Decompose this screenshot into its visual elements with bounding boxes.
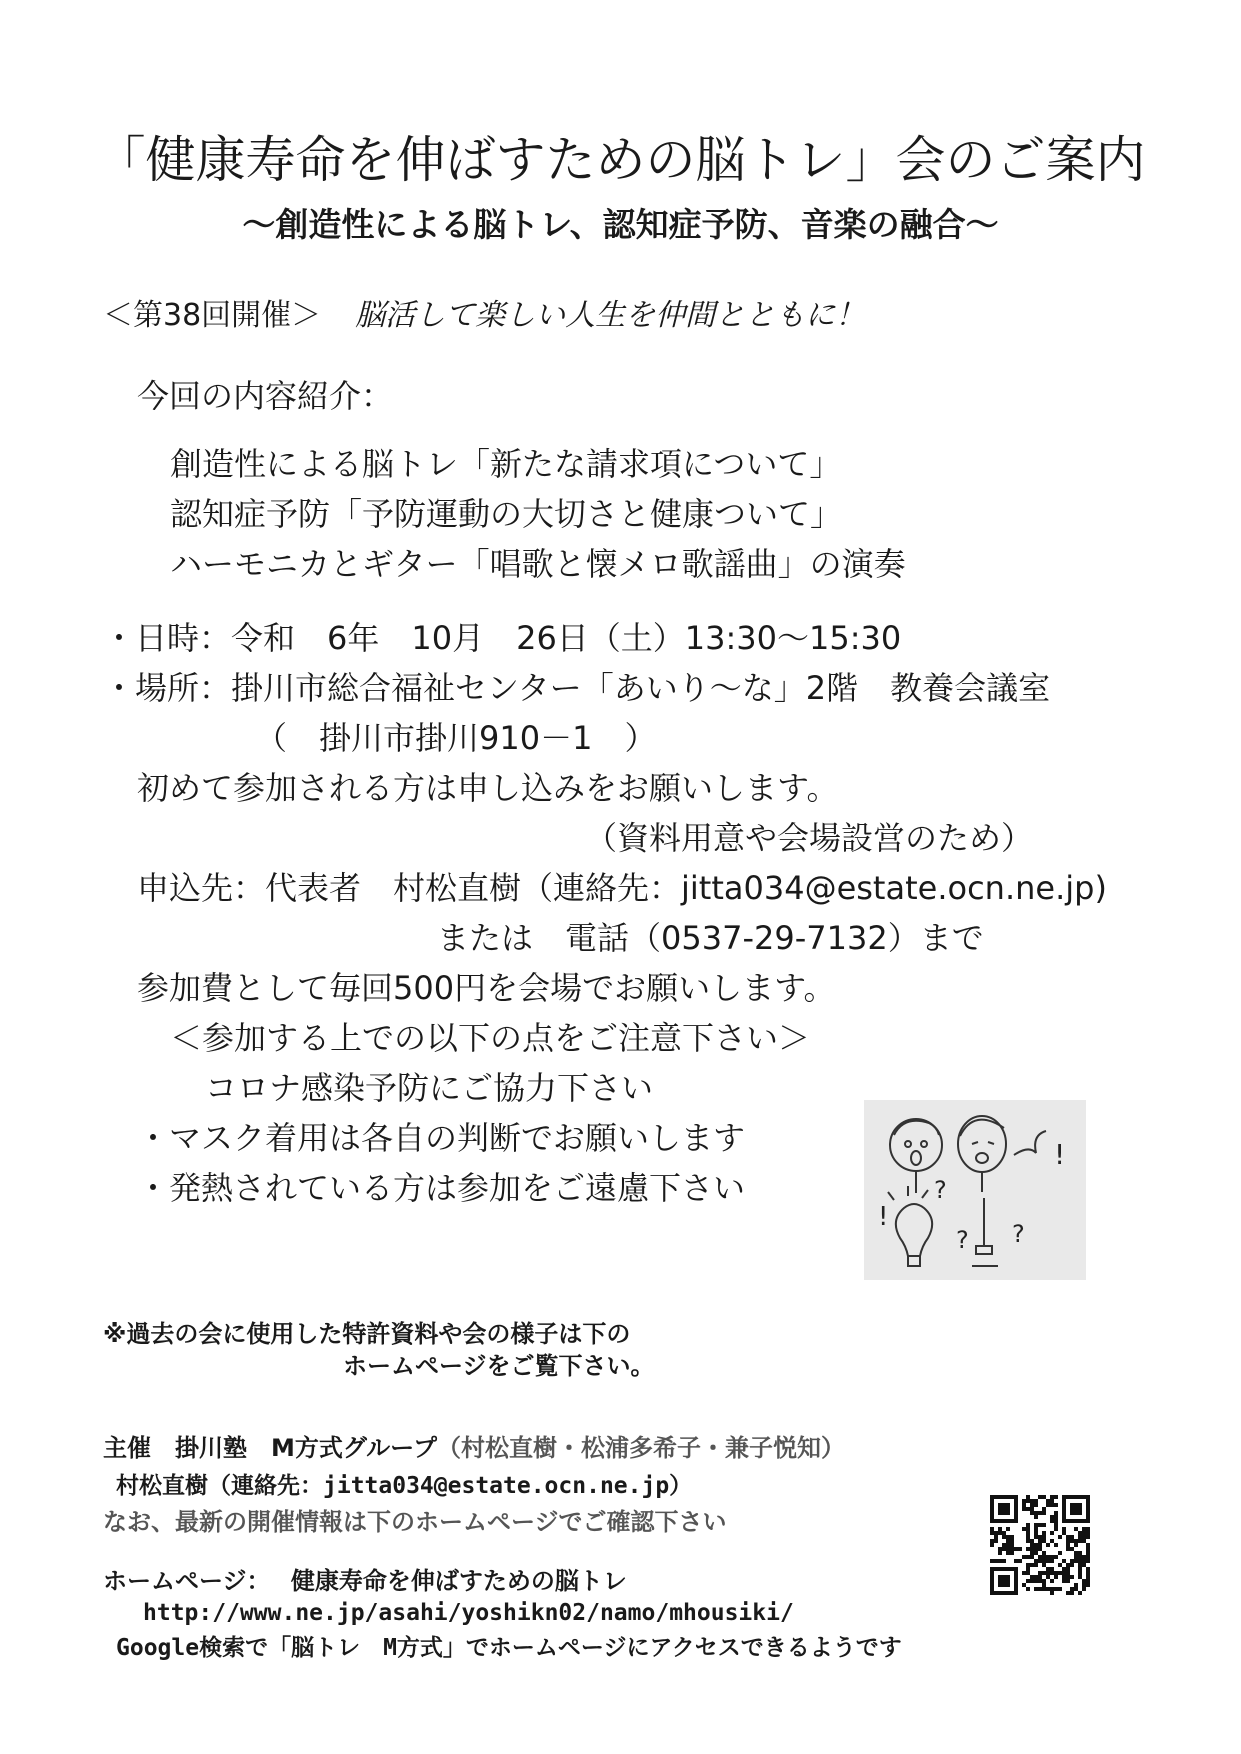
session-slogan: 脳活して楽しい人生を仲間とともに！: [355, 298, 866, 333]
session-line: [103, 296, 865, 336]
illustration-mark: ?: [934, 1176, 947, 1204]
homepage-url[interactable]: http://www.ne.jp/asahi/yoshikn02/namo/mhousiki/: [143, 1600, 794, 1626]
organizer-contact: 村松直樹（連絡先：jitta034@estate.ocn.ne.jp）: [116, 1473, 693, 1499]
event-datetime: ・日時：令和 6年 10月 26日（土）13:30〜15:30: [103, 619, 902, 657]
homepage-label: ホームページ： 健康寿命を伸ばすための脳トレ: [103, 1567, 627, 1595]
phone-line: または 電話（0537-29-7132）まで: [437, 919, 984, 957]
content-item: 認知症予防「予防運動の大切さと健康ついて」: [170, 495, 843, 533]
latest-info-note: なお、最新の開催情報は下のホームページでご確認下さい: [103, 1508, 727, 1536]
past-materials-note: ホームページをご覧下さい。: [343, 1352, 655, 1380]
registration-note: 初めて参加される方は申し込みをお願いします。: [137, 769, 839, 807]
flyer-title: 「健康寿命を伸ばすための脳トレ」会のご案内: [95, 131, 1146, 189]
event-address: （ 掛川市掛川910－1 ）: [255, 719, 657, 757]
singing-people-illustration: [864, 1100, 1086, 1280]
notes-heading: ＜参加する上での以下の点をご注意下さい＞: [170, 1019, 811, 1057]
illustration-mark: ?: [1012, 1220, 1025, 1248]
contact-line: 申込先：代表者 村松直樹（連絡先：jitta034@estate.ocn.ne.jp): [137, 869, 1107, 907]
content-item: ハーモニカとギター「唱歌と懐メロ歌謡曲」の演奏: [170, 545, 906, 583]
organizer-line: [103, 1432, 845, 1464]
intro-heading: 今回の内容紹介：: [137, 377, 394, 415]
flyer-subtitle: 〜創造性による脳トレ、認知症予防、音楽の融合〜: [242, 205, 999, 244]
registration-reason: （資料用意や会場設営のため）: [585, 819, 1034, 857]
illustration-mark: !: [878, 1202, 889, 1232]
content-item: 創造性による脳トレ「新たな請求項について」: [170, 445, 842, 483]
event-place: ・場所：掛川市総合福祉センター「あいり〜な」2階 教養会議室: [103, 669, 1051, 707]
past-materials-note: ※過去の会に使用した特許資料や会の様子は下の: [103, 1320, 631, 1348]
organizer-label: 主催 掛川塾 M方式グループ: [103, 1434, 437, 1462]
note-item: ・発熱されている方は参加をご遠慮下さい: [137, 1169, 746, 1207]
note-item: ・マスク着用は各自の判断でお願いします: [137, 1119, 746, 1157]
illustration-mark: ?: [956, 1226, 969, 1254]
google-search-hint: Google検索で「脳トレ M方式」でホームページにアクセスできるようです: [116, 1635, 902, 1661]
fee-line: 参加費として毎回500円を会場でお願いします。: [137, 969, 836, 1007]
session-number: ＜第38回開催＞: [103, 298, 322, 333]
organizer-members: （村松直樹・松浦多希子・兼子悦知）: [436, 1434, 845, 1462]
homepage-qr-code: [990, 1495, 1090, 1595]
note-item: コロナ感染予防にご協力下さい: [205, 1069, 654, 1107]
illustration-drawing: [864, 1100, 1086, 1280]
illustration-mark: !: [1054, 1138, 1066, 1171]
